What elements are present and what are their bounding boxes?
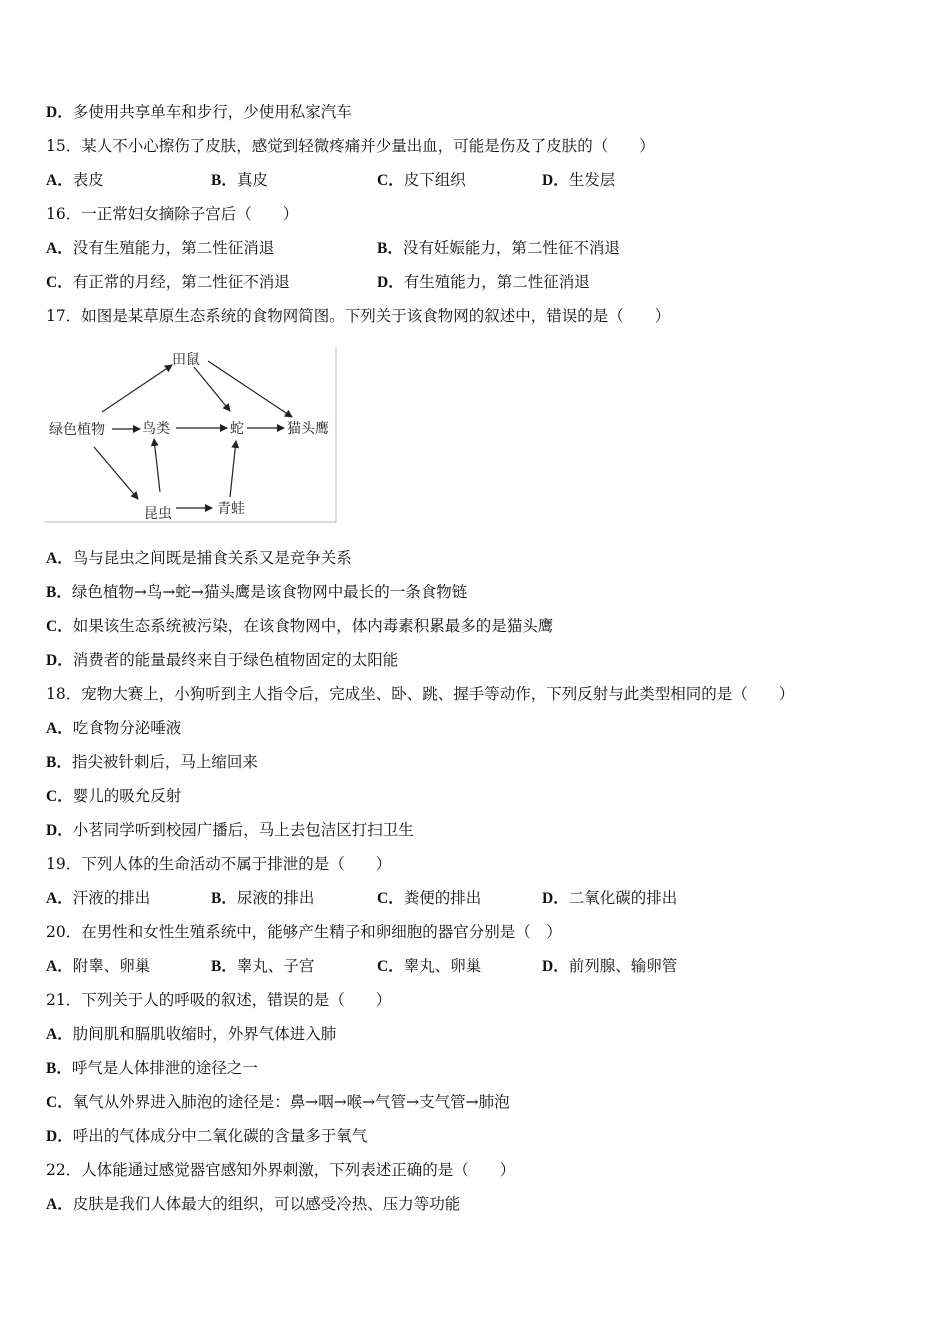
option-label: C． (46, 618, 73, 635)
option-label: A． (46, 240, 73, 257)
option-text: 二氧化碳的排出 (568, 889, 678, 907)
node-insect: 昆虫 (144, 506, 172, 522)
option-label: B． (211, 890, 237, 907)
q19-option-b (211, 888, 314, 909)
q16-option-b (377, 238, 620, 259)
q17-option-d (46, 650, 398, 671)
option-label: A． (46, 958, 73, 975)
node-bird: 鸟类 (142, 421, 170, 437)
q21-option-b (46, 1058, 258, 1079)
option-label: D． (542, 172, 569, 189)
food-web-svg (44, 347, 337, 523)
q16-option-c (46, 272, 290, 293)
option-label: C． (46, 788, 73, 805)
option-label: A． (46, 172, 73, 189)
option-text: 生发层 (568, 171, 616, 189)
q15-option-d (542, 170, 615, 191)
q19-option-d (542, 888, 677, 909)
q19-option-c (377, 888, 481, 909)
option-text: 消费者的能量最终来自于绿色植物固定的太阳能 (72, 651, 399, 669)
option-text: 氧气从外界进入肺泡的途径是：鼻→咽→喉→气管→支气管→肺泡 (72, 1093, 510, 1111)
arrow-mouse-owl (208, 361, 292, 417)
option-text: 指尖被针刺后，马上缩回来 (71, 753, 258, 771)
option-text: 附睾、卵巢 (72, 957, 151, 975)
q17-option-b (46, 582, 467, 603)
q20-option-c (377, 956, 481, 977)
option-text: 睾丸、卵巢 (403, 957, 482, 975)
option-text: 吃食物分泌唾液 (72, 719, 182, 737)
option-text: 鸟与昆虫之间既是捕食关系又是竞争关系 (72, 549, 352, 567)
option-label: D． (46, 652, 73, 669)
option-text: 表皮 (72, 171, 104, 189)
option-text: 没有生殖能力，第二性征消退 (72, 239, 275, 257)
node-plant: 绿色植物 (49, 422, 105, 438)
arrow-frog-snake (230, 441, 236, 497)
option-label: D． (46, 1128, 73, 1145)
q15-option-a (46, 170, 104, 191)
option-label: C． (46, 1094, 73, 1111)
q22-stem: 22．人体能通过感觉器官感知外界刺激，下列表述正确的是（ ） (46, 1161, 516, 1179)
q15-option-b (211, 170, 268, 191)
option-label: C． (377, 958, 404, 975)
q17-stem: 17．如图是某草原生态系统的食物网简图。下列关于该食物网的叙述中，错误的是（ ） (46, 307, 671, 325)
option-text: 肋间肌和膈肌收缩时，外界气体进入肺 (72, 1025, 337, 1043)
option-label: B． (377, 240, 403, 257)
option-label: A． (46, 720, 73, 737)
option-text: 粪便的排出 (403, 889, 482, 907)
arrow-plant-mouse (102, 365, 172, 412)
option-text: 真皮 (236, 171, 268, 189)
option-text: 皮肤是我们人体最大的组织，可以感受冷热、压力等功能 (72, 1195, 461, 1213)
option-text: 呼出的气体成分中二氧化碳的含量多于氧气 (72, 1127, 368, 1145)
q22-option-a (46, 1194, 460, 1215)
q16-stem: 16．一正常妇女摘除子宫后（ ） (46, 205, 299, 223)
arrow-mouse-snake (194, 367, 230, 411)
option-label: D． (46, 822, 73, 839)
option-text: 呼气是人体排泄的途径之一 (71, 1059, 258, 1077)
q18-option-d (46, 820, 414, 841)
option-label: D． (542, 958, 569, 975)
option-label: B． (211, 172, 237, 189)
option-text: 汗液的排出 (72, 889, 151, 907)
option-text: 小茗同学听到校园广播后，马上去包洁区打扫卫生 (72, 821, 414, 839)
node-frog: 青蛙 (217, 501, 245, 517)
option-text: 有正常的月经，第二性征不消退 (72, 273, 290, 291)
q19-stem: 19．下列人体的生命活动不属于排泄的是（ ） (46, 855, 392, 873)
option-text: 皮下组织 (403, 171, 466, 189)
arrow-insect-bird (154, 439, 160, 492)
option-label: A． (46, 1196, 73, 1213)
q14-option-d (46, 102, 352, 123)
q17-option-c (46, 616, 553, 637)
q21-option-a (46, 1024, 336, 1045)
option-label: B． (46, 754, 72, 771)
option-text: 前列腺、输卵管 (568, 957, 678, 975)
q15-option-c (377, 170, 466, 191)
node-mouse: 田鼠 (172, 352, 200, 368)
option-label: D． (46, 104, 73, 121)
food-web-diagram (44, 347, 337, 523)
node-snake: 蛇 (230, 421, 244, 437)
option-label: B． (211, 958, 237, 975)
option-label: B． (46, 1060, 72, 1077)
option-label: A． (46, 890, 73, 907)
option-label: D． (377, 274, 404, 291)
node-owl: 猫头鹰 (287, 421, 329, 437)
q18-option-a (46, 718, 181, 739)
q20-option-b (211, 956, 314, 977)
option-label: A． (46, 550, 73, 567)
option-text: 睾丸、子宫 (236, 957, 315, 975)
option-label: D． (542, 890, 569, 907)
arrow-plant-insect (94, 447, 138, 499)
q16-option-a (46, 238, 274, 259)
q15-stem: 15．某人不小心擦伤了皮肤，感觉到轻微疼痛并少量出血，可能是伤及了皮肤的（ ） (46, 137, 655, 155)
option-text: 没有妊娠能力，第二性征不消退 (402, 239, 620, 257)
q20-option-d (542, 956, 677, 977)
q19-option-a (46, 888, 150, 909)
option-label: B． (46, 584, 72, 601)
option-label: C． (377, 172, 404, 189)
q18-option-b (46, 752, 258, 773)
option-text: 尿液的排出 (236, 889, 315, 907)
q20-option-a (46, 956, 150, 977)
q20-stem: 20．在男性和女性生殖系统中，能够产生精子和卵细胞的器官分别是（ ） (46, 923, 562, 941)
q16-option-d (377, 272, 590, 293)
q17-option-a (46, 548, 352, 569)
q21-option-c (46, 1092, 510, 1113)
option-text: 多使用共享单车和步行，少使用私家汽车 (72, 103, 352, 121)
q18-stem: 18．宠物大赛上，小狗听到主人指令后，完成坐、卧、跳、握手等动作，下列反射与此类型相同的是（ ） (46, 685, 795, 703)
q21-option-d (46, 1126, 367, 1147)
q21-stem: 21．下列关于人的呼吸的叙述，错误的是（ ） (46, 991, 392, 1009)
option-text: 婴儿的吸允反射 (72, 787, 182, 805)
option-label: C． (377, 890, 404, 907)
q18-option-c (46, 786, 181, 807)
option-text: 如果该生态系统被污染，在该食物网中，体内毒素积累最多的是猫头鹰 (72, 617, 554, 635)
option-label: A． (46, 1026, 73, 1043)
option-label: C． (46, 274, 73, 291)
option-text: 绿色植物→鸟→蛇→猫头鹰是该食物网中最长的一条食物链 (71, 583, 468, 601)
option-text: 有生殖能力，第二性征消退 (403, 273, 590, 291)
